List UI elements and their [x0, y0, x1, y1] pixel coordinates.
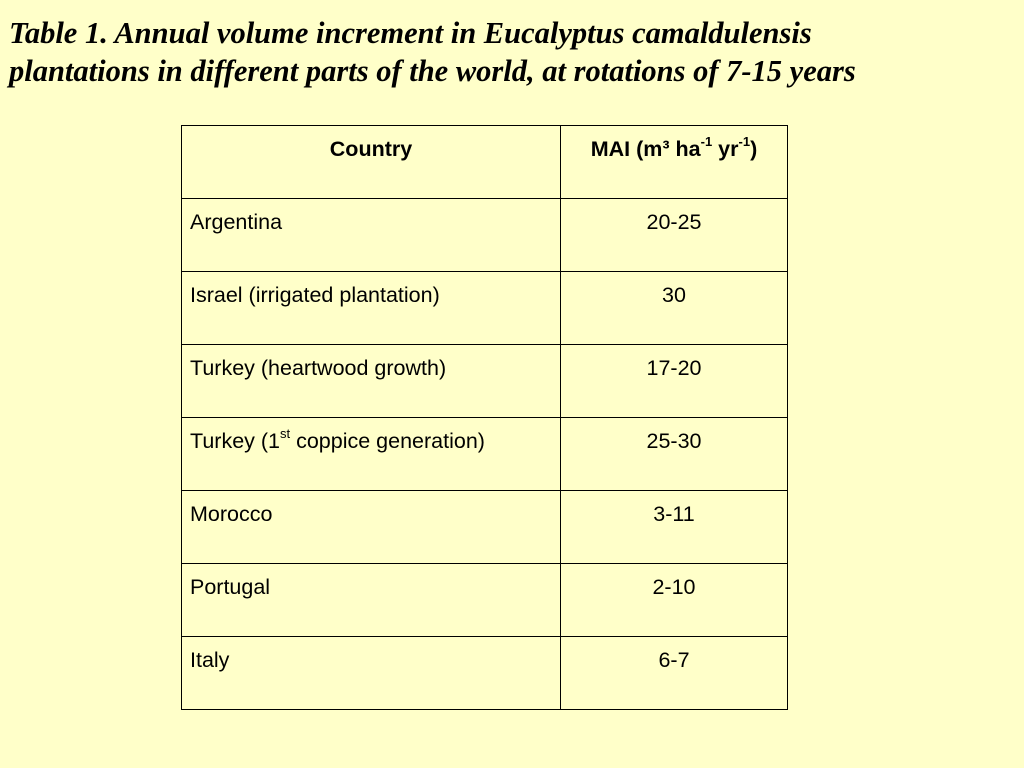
header-mai-sup2: -1	[738, 133, 751, 149]
country-suffix: coppice generation)	[290, 429, 485, 453]
table-row	[182, 637, 788, 710]
slide-title	[9, 14, 1014, 90]
mai-cell: 3-11	[561, 491, 788, 564]
header-mai	[561, 126, 788, 199]
mai-cell: 25-30	[561, 418, 788, 491]
title-line-2: plantations in different parts of the world, at rotations of 7-15 years	[9, 54, 856, 88]
country-cell: Italy	[182, 637, 561, 710]
header-mai-base: MAI (m³ ha	[590, 137, 701, 161]
country-prefix: Turkey (1	[190, 429, 280, 453]
header-mai-mid: yr	[712, 137, 739, 161]
header-mai-sup1: -1	[700, 133, 713, 149]
mai-cell: 30	[561, 272, 788, 345]
table-header-row	[182, 126, 788, 199]
mai-table	[181, 125, 788, 710]
mai-cell: 6-7	[561, 637, 788, 710]
mai-cell: 20-25	[561, 199, 788, 272]
country-cell: Israel (irrigated plantation)	[182, 272, 561, 345]
table-row	[182, 491, 788, 564]
mai-cell: 2-10	[561, 564, 788, 637]
table-row	[182, 418, 788, 491]
country-cell: Argentina	[182, 199, 561, 272]
country-cell: Turkey (heartwood growth)	[182, 345, 561, 418]
country-cell: Morocco	[182, 491, 561, 564]
header-country: Country	[182, 126, 561, 199]
country-cell	[182, 418, 561, 491]
header-mai-end: )	[750, 137, 758, 161]
table-row	[182, 199, 788, 272]
table-row	[182, 272, 788, 345]
country-ordinal-sup: st	[280, 425, 291, 441]
country-cell: Portugal	[182, 564, 561, 637]
table-row	[182, 564, 788, 637]
title-line-1: Table 1. Annual volume increment in Eucalyptus camaldulensis	[9, 16, 812, 50]
table-row	[182, 345, 788, 418]
mai-cell: 17-20	[561, 345, 788, 418]
